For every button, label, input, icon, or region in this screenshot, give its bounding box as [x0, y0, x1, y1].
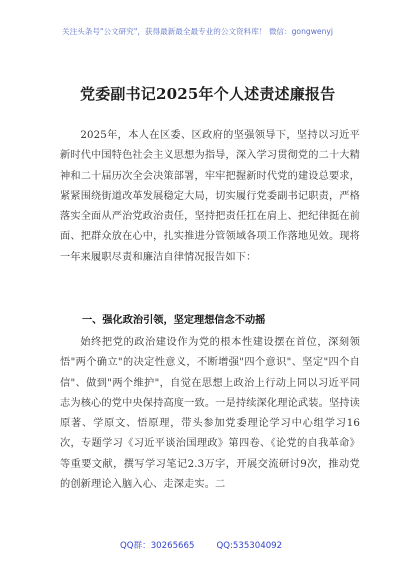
- footer-contact: [120, 538, 340, 554]
- top-banner: 关注头条号"公文研究"，获得最新最全最专业的公文资料库！ 微信：gongwenyj: [62, 27, 334, 36]
- section-paragraph: 始终把党的政治建设作为党的根本性建设摆在首位，深刻领悟"两个确立"的决定性意义，不断增强"四个意识"、坚定"四个自信"、做到"两个维护"，自觉在思想上政治上行动上同以习近平同志为核心的党中央保持高度一致。一是持续深化理论武装。坚持读原著、学原文、悟原理，带头参加党委理论学习中心组学习16次，专题学习《习近平谈治国理政》第四卷、《论党的自我革命》等重要文献，撰写学习笔记2.3万字，开展交流研讨9次，推动党的创新理论入脑入心、走深走实。二: [60, 337, 360, 491]
- footer-qq-group: QQ群：30265665: [120, 541, 195, 551]
- document-title: 党委副书记2025年个人述责述廉报告: [80, 85, 336, 103]
- footer-qq: QQ:535304092: [216, 541, 283, 551]
- section-heading: 一、强化政治引领，坚定理想信念不动摇: [82, 314, 266, 326]
- intro-paragraph: 2025年，本人在区委、区政府的坚强领导下，坚持以习近平新时代中国特色社会主义思想为指导，深入学习贯彻党的二十大精神和二十届历次全会决策部署，牢牢把握新时代党的建设总要求，紧紧围绕街道改革发展稳定大局，切实履行党委副书记职责，严格落实全面从严治党政治责任，坚持把责任扛在肩上、把纪律挺在前面、把群众放在心中，扎实推进分管领域各项工作落地见效。现将一年来履职尽责和廉洁自律情况报告如下：: [60, 130, 360, 263]
